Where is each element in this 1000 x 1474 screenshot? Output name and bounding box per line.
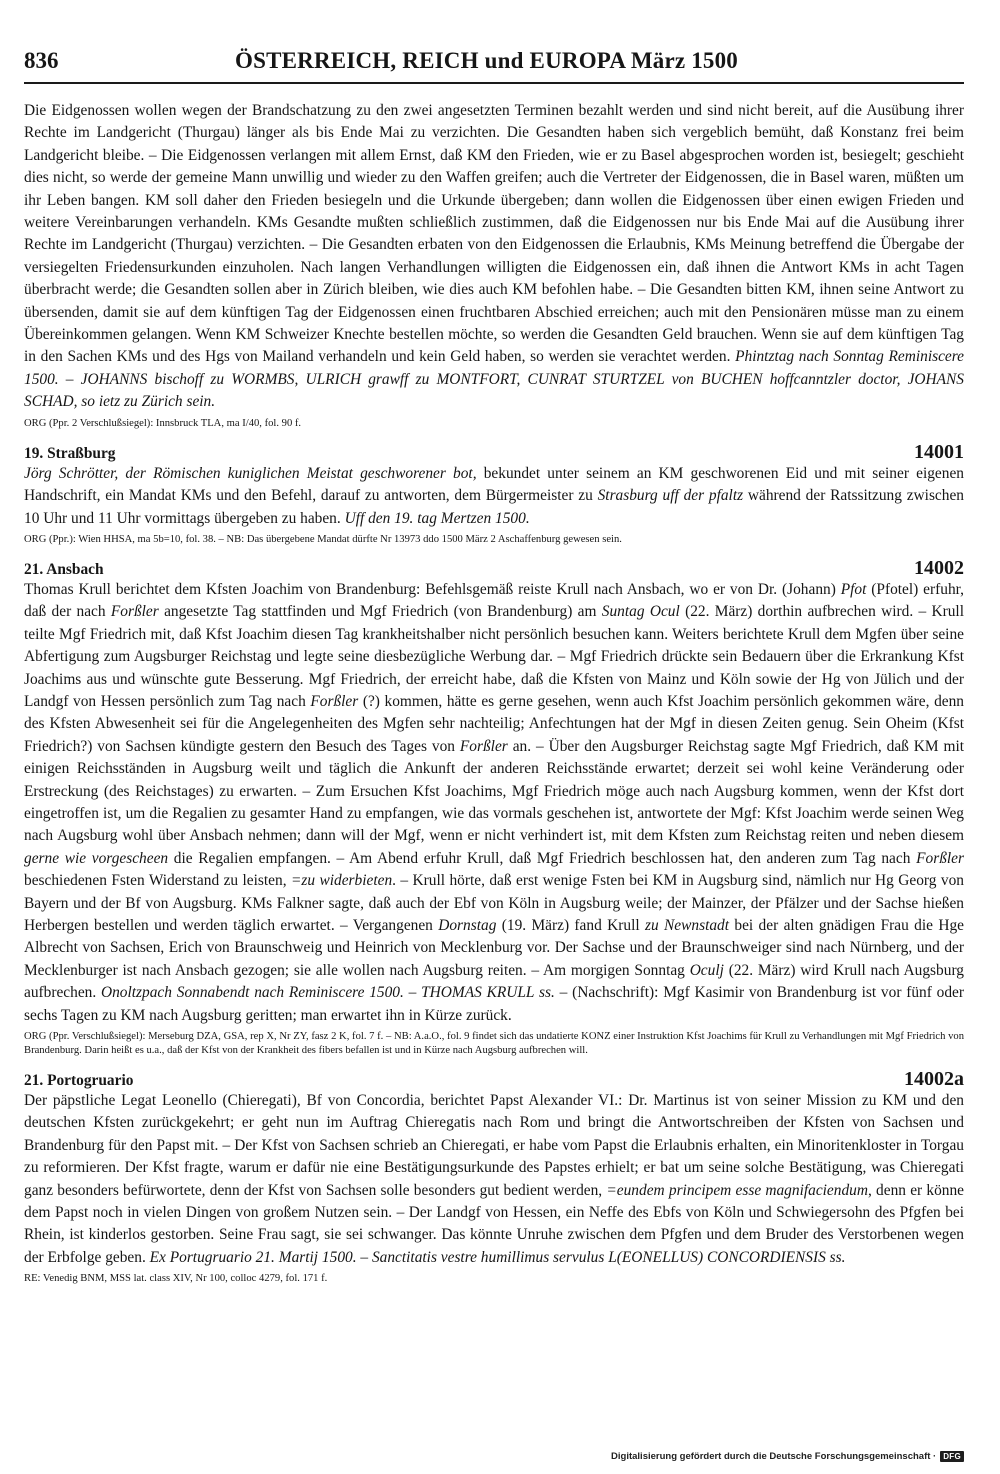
italic-run: Ex Portugruario 21. Martij 1500. – Sanctitatis vestre humillimus servulus L(EONELLUS) CONCORDIENSIS ss.: [149, 1248, 846, 1266]
italic-run: Uff den 19. tag Mertzen 1500.: [344, 509, 530, 527]
entry-14002: [24, 557, 964, 1058]
entry-heading: [24, 441, 964, 463]
entry-text: [24, 1090, 964, 1269]
italic-run: Forßler: [310, 692, 359, 710]
entry-heading: [24, 557, 964, 579]
text-run: bei der alten gnädigen Frau die Hge Albrecht von Sachsen, Erich von Braunschweig und Heinrich von Mecklenburg vor. Der Sachse und der Braunschweiger sind nach Nürnberg, und der Mecklenburger ist nach Ansbach gezogen; sie alle wollen nach Augsburg reiten. – Am morgigen Sonntag: [24, 917, 964, 979]
italic-run: Forßler: [459, 737, 508, 755]
intro-source: ORG (Ppr. 2 Verschlußsiegel): Innsbruck TLA, ma I/40, fol. 90 f.: [24, 417, 302, 429]
italic-run: Suntag Ocul: [601, 603, 680, 621]
entry-date-place: 21. Portogruario: [24, 1072, 134, 1090]
italic-run: Forßler: [110, 603, 159, 621]
text-run: angesetzte Tag stattfinden und Mgf Friedrich (von Brandenburg) am: [158, 603, 602, 621]
text-run: bekundet unter seinem an KM geschworenen Eid und mit seiner eigenen Handschrift, ein Mandat KMs und den Befehl, darauf zu antworten, dem Bürgermeister zu: [24, 464, 964, 505]
dfg-logo: DFG: [940, 1451, 964, 1462]
italic-run: Phintztag nach Sonntag Reminiscere 1500. – JOHANNS bischoff zu WORMBS, ULRICH grawff zu MONTFORT, CUNRAT STURTZEL von BUCHEN hoffcanntzler doctor, JOHANS SCHAD, so ietz zu Zürich sein.: [24, 348, 964, 411]
text-run: . – Krull hörte, daß erst wenige Fsten bei KM in Augsburg sind, nämlich nur Hg Georg von Bayern und der Bf von Augsburg. KMs Falkner sagte, daß auch der Ebf von Köln in Augsburg weile; der Mainzer, der Pfälzer und der Sachse hießen Herbergen bestellen und werden täglich erwartet. – Vergangenen: [24, 872, 964, 934]
text-run: während der Ratssitzung zwischen 10 Uhr und 11 Uhr vormittags übergeben zu haben.: [24, 487, 964, 527]
text-run: beschiedenen Fsten Widerstand zu leisten,: [24, 872, 291, 890]
entry-source: RE: Venedig BNM, MSS lat. class XIV, Nr 100, colloc 4279, fol. 171 f.: [24, 1273, 328, 1285]
italic-run: Oculj: [689, 961, 724, 979]
italic-run: Dornstag: [438, 917, 497, 934]
text-run: an. – Über den Augsburger Reichstag sagte Mgf Friedrich, daß KM mit einigen Reichsständen in Augsburg weilt und täglich die Ankunft der anderen Reichsstände erwartet; derzeit sei wohl keine Veränderung oder Erstreckung (des Reichstages) zu erwarten. – Zum Ersuchen Kfst Joachims, Mgf Friedrich möge auch nach Augsburg kommen, wenn der Kfst dort eingetroffen ist, um die Regalien zu gesamter Hand zu empfangen, wie das vormals geschehen ist, antwortete der Mgf: Kfst Joachim werde seinen Weg nach Augsburg wohl über Ansbach nehmen; dann will der Mgf, wenn er nicht verhindert ist, mit dem Kfsten zum Reichstag reiten und neben diesem: [24, 737, 964, 845]
text-run: Die Eidgenossen wollen wegen der Brandschatzung zu den zwei angesetzten Terminen bezahlt werden und sind nicht bereit, auf die Ausübung ihrer Rechte im Landgericht (Thurgau) länger als bis Ende Mai zu verzichten. Die Gesandten haben sich vergeblich bemüht, daß Konstanz frei beim Landgericht bleibe. – Die Eidgenossen verlangen mit allem Ernst, daß KM den Frieden, wie er zu Basel abgesprochen worden ist, besiegelt; geschieht dies nicht, so werde der gemeine Mann unwillig und wieder zu den Waffen greifen; auch die Vertreter der Eidgenossen, die in Basel waren, müßten um ihr Leben bangen. KM soll daher den Frieden besiegeln und die Urkunde übergeben; dann wollen die Eidgenossen über einen ewigen Frieden und weitere Vereinbarungen verhandeln. KMs Gesandte mußten schließlich zustimmen, daß die Eidgenossen nur bis Ende Mai auf die Ausübung ihrer Rechte im Landgericht (Thurgau) verzichten. – Die Gesandten erbaten von den Eidgenossen die Erlaubnis, KMs Meinung betreffend die Übergabe der versiegelten Friedensurkunden einzuholen. Nach langen Verhandlungen willigten die Eidgenossen ein, daß ihnen die Antwort KMs in acht Tagen überbracht werde; die Gesandten sollen aber in Zürich bleiben, wie dies auch KM befohlen habe. – Die Gesandten bitten KM, ihnen seine Antwort zu übersenden, damit sie auf dem künftigen Tag der Eidgenossen einen fruchtbaren Abschied erreichen; auch mit den Pensionären müsse man zu einem Übereinkommen gelangen. Wenn KM Schweizer Knechte bestellen möchte, so werden die Gesandten Geld brauchen. Wenn sie auf dem künftigen Tag in den Sachen KMs und des Hgs von Mailand verhandeln und kein Geld haben, so werden sie verachtet werden.: [24, 102, 964, 366]
text-run: (22. März) wird Krull nach Augsburg aufbrechen.: [24, 961, 964, 1002]
text-run: (?) kommen, hätte es gerne gesehen, wenn auch Kfst Joachim persönlich gekommen wäre, denn des Kfsten Abwesenheit sei für die Angelegenheiten des Mgfen sehr nachteilig; Anfechtungen hat der Mgf in diesen Zeiten genug. Sein Oheim (Kfst Friedrich?) von Sachsen kündigte gestern den Besuch des Tages von: [24, 692, 964, 755]
italic-run: Onoltzpach Sonnabendt nach Reminiscere 1500. – THOMAS KRULL ss.: [101, 984, 555, 1002]
intro-text: [24, 100, 964, 414]
text-run: , denn er könne dem Papst noch in vielen Dingen von großem Nutzen sein. – Der Landgf von Hessen, ein Neffe des Ebfs von Köln und Schwiegersohn des Pfgfen bei Rhein, ist kinderlos gestorben. Seine Frau sagt, sie sei schwanger. Das könnte Unruhe zwischen dem Pfgfen und dem Bruder des Verstorbenen wegen der Erbfolge geben.: [24, 1181, 964, 1266]
entry-number: 14002: [914, 556, 964, 579]
page-body: [24, 100, 964, 1286]
entry-source: ORG (Ppr.): Wien HHSA, ma 5b=10, fol. 38. – NB: Das übergebene Mandat dürfte Nr 13973 ddo 1500 März 2 Aschaffenburg gewesen sein.: [24, 533, 622, 545]
entry-14001: [24, 441, 964, 547]
text-run: Thomas Krull berichtet dem Kfsten Joachim von Brandenburg: Befehlsgemäß reiste Krull nach Ansbach, wo er von Dr. (Johann): [24, 580, 841, 598]
entry-date-place: 19. Straßburg: [24, 444, 116, 462]
italic-run: =zu widerbieten: [290, 872, 393, 890]
entry-date-place: 21. Ansbach: [24, 560, 104, 578]
italic-run: =eundem principem esse magnifaciendum: [606, 1181, 868, 1199]
text-run: (22. März) dorthin aufbrechen wird. – Krull teilte Mgf Friedrich mit, daß Kfst Joachim diesen Tag krankheitshalber nicht persönlich besuchen kann. Weiters berichtete Krull dem Mgfen über seine Abfertigung zum Augsburger Reichstag und legte seine diesbezügliche Werbung dar. – Mgf Friedrich drückte sein Bedauern über die Erkrankung Kfst Joachims aus und wünschte gute Besserung. Mgf Friedrich, der erreicht habe, daß die Kfsten von Mainz und Köln sowie der Hg von Jülich und der Landgf von Hessen persönlich zum Tag nach: [24, 603, 964, 710]
entry-text: [24, 579, 964, 1027]
entry-number: 14001: [914, 440, 964, 463]
text-run: (19. März) fand Krull: [496, 917, 645, 934]
entry-14002a: [24, 1068, 964, 1286]
italic-run: Forßler: [916, 849, 964, 867]
italic-run: gerne wie vorgescheen: [24, 849, 169, 867]
italic-run: Strasburg uff der pfaltz: [597, 487, 744, 505]
text-run: Der päpstliche Legat Leonello (Chieregati), Bf von Concordia, berichtet Papst Alexander VI.: Dr. Martinus ist von seiner Mission zu KM und den deutschen Kfsten zurückgekehrt; er geht nun im Auftrag Chieregatis nach Rom und bringt die Antwortschreiben der Kfsten von Sachsen und Brandenburg für den Papst mit. – Der Kfst von Sachsen schrieb an Chieregati, er habe vom Papst die Erlaubnis erhalten, ein Minoritenkloster in Torgau zu reformieren. Der Kfst fragte, warum er dafür nie eine Bestätigungsurkunde des Papstes erhielt; er bat um seine solche Bestätigung, was Chieregati ganz besonders befürwortete, denn der Kfst von Sachsen solle besonders gut bedient werden,: [24, 1092, 964, 1199]
entry-number: 14002a: [904, 1068, 964, 1091]
text-run: – (Nachschrift): Mgf Kasimir von Brandenburg ist vor fünf oder sechs Tagen zu KM nach Augsburg geritten; man erwartet ihn in Kürze zurück.: [24, 984, 965, 1024]
running-head: ÖSTERREICH, REICH und EUROPA März 1500: [235, 48, 739, 73]
page-number: 836: [24, 48, 59, 73]
entry-text: [24, 463, 964, 530]
footer: [611, 1451, 964, 1462]
italic-run: Jörg Schrötter, der Römischen kuniglichen Meistat geschworener bot,: [24, 464, 484, 482]
footer-credit: Digitalisierung gefördert durch die Deutsche Forschungsgemeinschaft ·: [611, 1451, 937, 1462]
text-run: die Regalien empfangen. – Am Abend erfuhr Krull, daß Mgf Friedrich beschlossen hat, den anderen zum Tag nach: [168, 849, 917, 867]
text-run: (Pfotel) erfuhr, daß der nach: [24, 580, 964, 621]
italic-run: Pfot: [840, 580, 867, 598]
entry-source: ORG (Ppr. Verschlußsiegel): Merseburg DZA, GSA, rep X, Nr ZY, fasz 2 K, fol. 7 f. – NB: A.a.O., fol. 9 findet sich das undatierte KONZ einer Instruktion Kfst Joachims für Krull zu Verhandlungen mit Mgf Friedrich von Brandenburg. Darin heißt es u.a., daß der Kfst von der Krankheit des fibers befallen ist und in Kürze nach Augsburg aufbrechen will.: [24, 1031, 964, 1057]
entry-heading: [24, 1068, 964, 1090]
header-rule: [24, 82, 964, 84]
italic-run: zu Newnstadt: [644, 917, 730, 934]
